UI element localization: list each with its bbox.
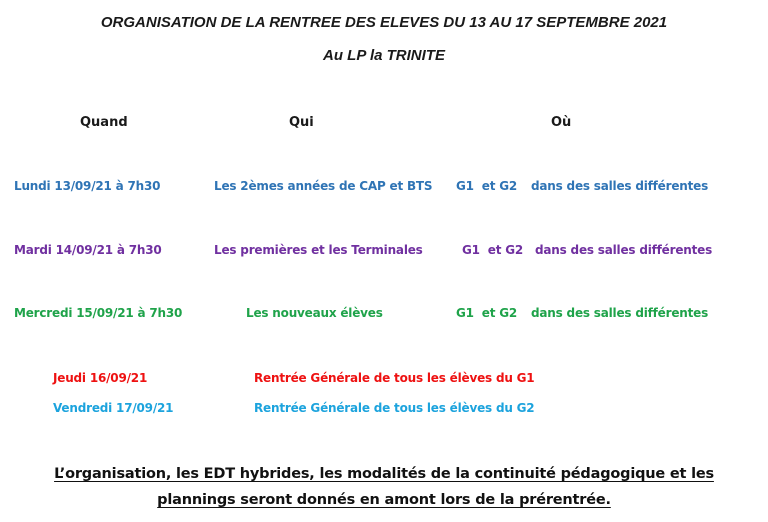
header-quand: Quand xyxy=(80,115,128,130)
row-2-qui: Les premières et les Terminales xyxy=(214,243,423,257)
row-2-salles: dans des salles différentes xyxy=(535,243,713,257)
row-4-qui: Rentrée Générale de tous les élèves du G1 xyxy=(254,371,535,385)
header-qui: Qui xyxy=(289,115,314,130)
row-1-qui: Les 2èmes années de CAP et BTS xyxy=(214,179,433,193)
header-ou: Où xyxy=(551,115,572,130)
row-3-qui: Les nouveaux élèves xyxy=(246,306,383,320)
row-3-groupes: G1 et G2 xyxy=(456,306,518,320)
row-2-groupes: G1 et G2 xyxy=(462,243,524,257)
document-subtitle: Au LP la TRINITE xyxy=(323,47,445,64)
row-1-quand: Lundi 13/09/21 à 7h30 xyxy=(14,179,161,193)
row-3-salles: dans des salles différentes xyxy=(531,306,709,320)
row-1-groupes: G1 et G2 xyxy=(456,179,518,193)
row-4-quand: Jeudi 16/09/21 xyxy=(53,371,148,385)
row-1-salles: dans des salles différentes xyxy=(531,179,709,193)
row-5-qui: Rentrée Générale de tous les élèves du G2 xyxy=(254,401,535,415)
footer-line-1: L’organisation, les EDT hybrides, les modalités de la continuité pédagogique et les xyxy=(54,466,714,482)
footer-line-2: plannings seront donnés en amont lors de la prérentrée. xyxy=(157,492,611,508)
document-title: ORGANISATION DE LA RENTREE DES ELEVES DU 13 AU 17 SEPTEMBRE 2021 xyxy=(100,14,668,31)
row-3-quand: Mercredi 15/09/21 à 7h30 xyxy=(14,306,183,320)
row-2-quand: Mardi 14/09/21 à 7h30 xyxy=(14,243,162,257)
row-5-quand: Vendredi 17/09/21 xyxy=(53,401,174,415)
